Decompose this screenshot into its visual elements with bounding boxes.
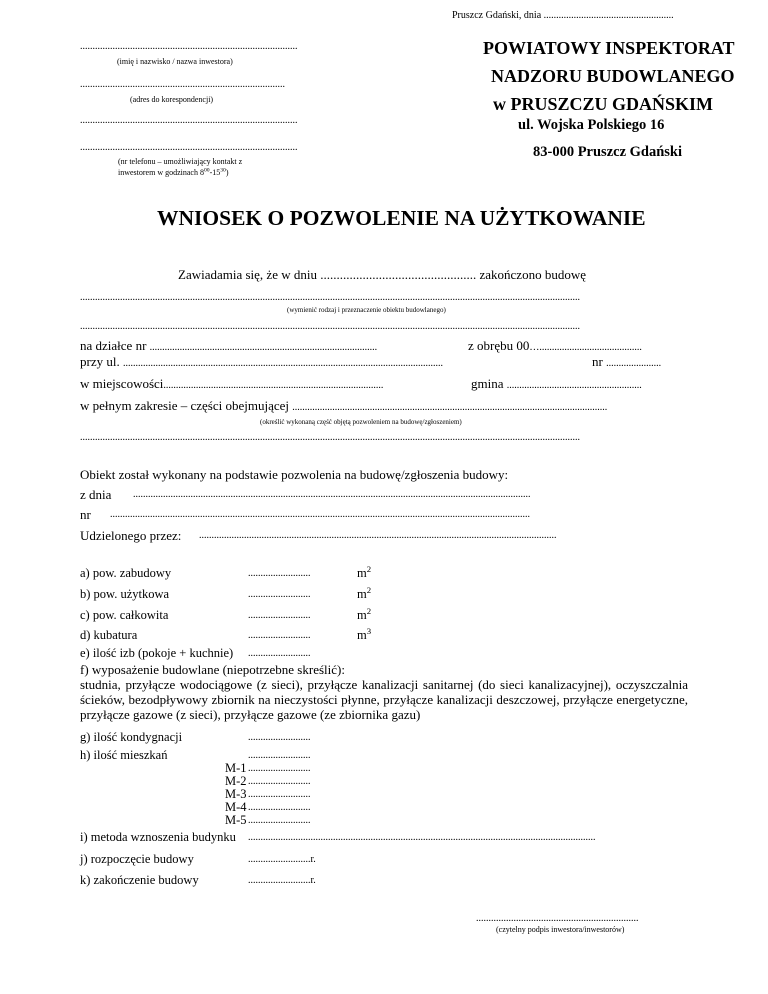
param-e-label: e) ilość izb (pokoje + kuchnie) xyxy=(80,646,234,660)
permit-date-label: z dnia xyxy=(80,487,112,502)
signature-field[interactable]: ................................................................. xyxy=(476,913,639,924)
town-field[interactable]: ........................................................................................ xyxy=(163,380,384,391)
phone-label-line2: inwestorem w godzinach $8^{00}-15^{30}$) xyxy=(118,167,229,177)
completion-date-line: Zawiadamia się, że w dniu ................................................ zakończono budowę xyxy=(178,267,586,282)
apartment-m4-label: M-4 xyxy=(225,800,247,814)
param-i-label: i) metoda wznoszenia budynku xyxy=(80,830,236,844)
document-title: WNIOSEK O POZWOLENIE NA UŻYTKOWANIE xyxy=(157,206,646,230)
permit-date-field[interactable]: ............................................................................................................................................................... xyxy=(133,489,531,500)
recipient-line2: NADZORU BUDOWLANEGO xyxy=(491,66,735,86)
apartment-m3-label: M-3 xyxy=(225,787,247,801)
precinct-line: z obrębu 00…......................................... xyxy=(468,338,642,353)
apartment-m3-field[interactable]: ......................... xyxy=(248,789,311,800)
param-h-label: h) ilość mieszkań xyxy=(80,748,168,762)
town-line: w miejscowości........................................................................................ xyxy=(80,376,384,391)
param-j-label: j) rozpoczęcie budowy xyxy=(80,852,194,866)
street-line: przy ul. ................................................................................................................................ xyxy=(80,354,443,369)
param-b-field[interactable]: ......................... xyxy=(248,589,311,600)
param-d-field[interactable]: ......................... xyxy=(248,630,311,641)
object-type-label: (wymienić rodzaj i przeznaczenie obiektu budowlanego) xyxy=(287,306,446,314)
param-j-field[interactable]: .........................r. xyxy=(248,854,316,865)
address-field[interactable]: .................................................................................. xyxy=(80,79,285,90)
house-number-field[interactable]: ...................... xyxy=(606,358,662,369)
object-type-field-2[interactable]: ........................................................................................................................................................................................................ xyxy=(80,321,580,332)
param-a-field[interactable]: ......................... xyxy=(248,568,311,579)
investor-name-label: (imię i nazwisko / nazwa inwestora) xyxy=(117,57,233,66)
scope-field-2[interactable]: ........................................................................................................................................................................................................ xyxy=(80,432,580,443)
recipient-city: 83-000 Pruszcz Gdański xyxy=(533,144,683,160)
param-c-label: c) pow. całkowita xyxy=(80,608,169,622)
completion-date-field[interactable]: ................................................ xyxy=(320,267,477,282)
param-d-unit: $m^3$ xyxy=(357,625,372,642)
scope-field[interactable]: .............................................................................................................................. xyxy=(292,402,608,413)
apartment-m2-field[interactable]: ......................... xyxy=(248,776,311,787)
object-type-field[interactable]: ........................................................................................................................................................................................................ xyxy=(80,292,580,303)
param-f-equipment-list[interactable]: studnia, przyłącze wodociągowe (z sieci), przyłącze kanalizacji sanitarnej (do sieci kanalizacyjnej), oczyszczalnia ścieków, bezodpływowy zbiornik na nieczystości płynne, przyłącze kanalizacji deszczowej, przyłącze energetyczne, przyłącze gazowe (z sieci), przyłącze gazowe (ze zbiornika gazu) xyxy=(80,677,688,722)
param-d-label: d) kubatura xyxy=(80,628,138,642)
param-i-field[interactable]: ........................................................................................................................................... xyxy=(248,832,596,843)
param-a-label: a) pow. zabudowy xyxy=(80,566,172,580)
apartment-m4-field[interactable]: ......................... xyxy=(248,802,311,813)
permit-nr-label: nr xyxy=(80,507,91,522)
param-k-field[interactable]: .........................r. xyxy=(248,875,316,886)
param-f-heading: f) wyposażenie budowlane (niepotrzebne skreślić): xyxy=(80,662,345,677)
commune-field[interactable]: ...................................................... xyxy=(506,380,642,391)
param-b-unit: $m^2$ xyxy=(357,584,372,601)
permit-nr-field[interactable]: ........................................................................................................................................................................ xyxy=(110,509,530,520)
param-b-label: b) pow. użytkowa xyxy=(80,587,170,601)
investor-name-field[interactable]: ....................................................................................... xyxy=(80,41,298,52)
precinct-field[interactable]: …......................................... xyxy=(529,342,642,353)
issuer-label: Udzielonego przez: xyxy=(80,528,182,543)
permit-heading: Obiekt został wykonany na podstawie pozwolenia na budowę/zgłoszenia budowy: xyxy=(80,467,509,482)
plot-line: na działce nr ........................................................................................... xyxy=(80,338,378,353)
param-k-label: k) zakończenie budowy xyxy=(80,873,199,887)
apartment-m1-field[interactable]: ......................... xyxy=(248,763,311,774)
param-g-label: g) ilość kondygnacji xyxy=(80,730,183,744)
recipient-line3: w PRUSZCZU GDAŃSKIM xyxy=(493,94,714,114)
param-a-unit: $m^2$ xyxy=(357,563,372,580)
address-label: (adres do korespondencji) xyxy=(130,95,214,104)
recipient-line1: POWIATOWY INSPEKTORAT xyxy=(483,38,735,58)
phone-field[interactable]: ....................................................................................... xyxy=(80,142,298,153)
param-g-field[interactable]: ......................... xyxy=(248,732,311,743)
house-number-line: nr ...................... xyxy=(592,354,662,369)
recipient-street: ul. Wojska Polskiego 16 xyxy=(518,117,665,133)
street-field[interactable]: ................................................................................................................................ xyxy=(122,358,443,369)
apartment-m5-field[interactable]: ......................... xyxy=(248,815,311,826)
param-e-field[interactable]: ......................... xyxy=(248,648,311,659)
param-c-field[interactable]: ......................... xyxy=(248,610,311,621)
extra-address-field[interactable]: ....................................................................................... xyxy=(80,115,298,126)
phone-label-line1: (nr telefonu – umożliwiający kontakt z xyxy=(118,157,243,166)
place-date-line[interactable]: Pruszcz Gdański, dnia .................................................... xyxy=(452,10,674,21)
plot-number-field[interactable]: ........................................................................................... xyxy=(149,342,378,353)
apartment-m5-label: M-5 xyxy=(225,813,247,827)
issuer-field[interactable]: ............................................................................................................................................... xyxy=(199,530,557,541)
scope-note: (określić wykonaną część objętą pozwoleniem na budowę/zgłoszeniem) xyxy=(260,418,462,426)
apartment-m2-label: M-2 xyxy=(225,774,247,788)
apartment-m1-label: M-1 xyxy=(225,761,247,775)
param-h-field[interactable]: ......................... xyxy=(248,750,311,761)
param-c-unit: $m^2$ xyxy=(357,605,372,622)
commune-line: gmina ...................................................... xyxy=(471,376,642,391)
signature-label: (czytelny podpis inwestora/inwestorów) xyxy=(496,925,625,934)
scope-line: w pełnym zakresie – części obejmującej .............................................................................................................................. xyxy=(80,398,608,413)
